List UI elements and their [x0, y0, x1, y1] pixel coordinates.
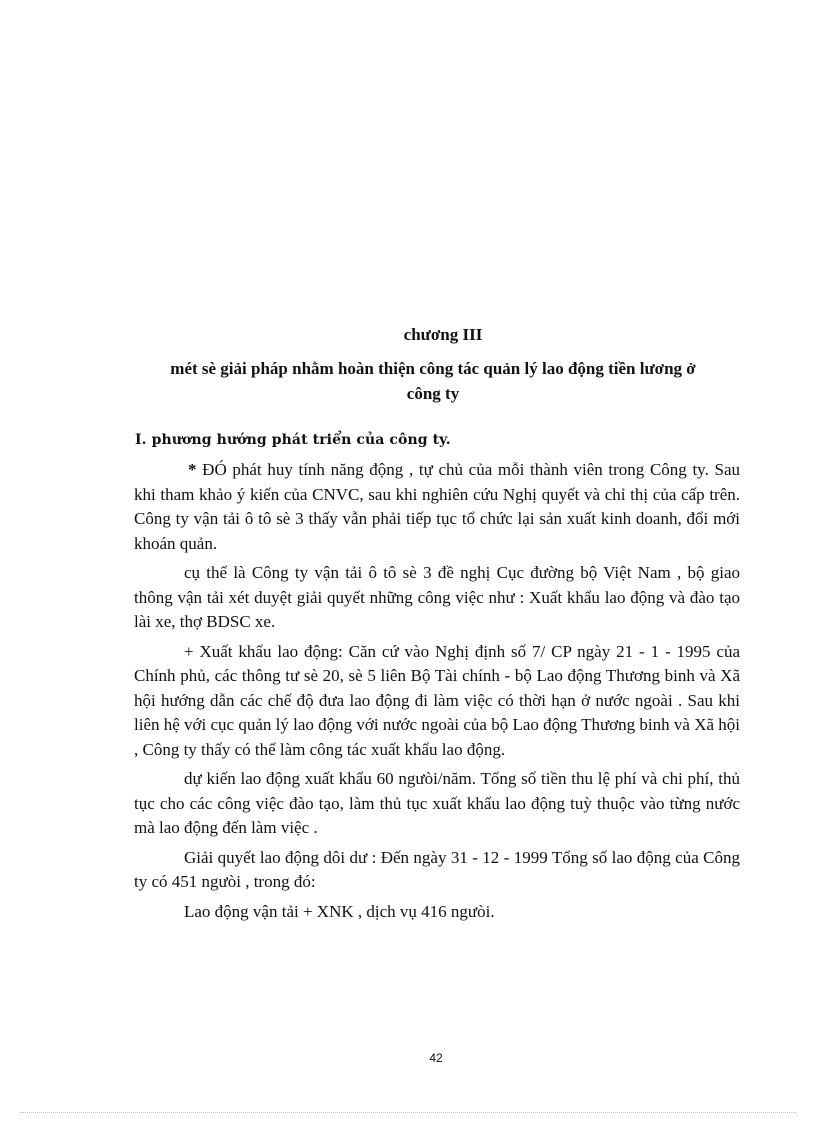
footer-divider	[20, 1112, 796, 1113]
paragraph: + Xuất khẩu lao động: Căn cứ vào Nghị định số 7/ CP ngày 21 - 1 - 1995 của Chính phủ, các thông tư sè 20, sè 5 liên Bộ Tài chính - bộ Lao động Thương binh và Xã hội hướng dẫn các chế độ đưa lao động đi làm việc có thời hạn ở nước ngoài . Sau khi liên hệ với cục quản lý lao động với nước ngoài của bộ Lao động Thương binh và Xã hội , Công ty thấy có thể làm công tác xuất khẩu lao động.	[134, 641, 740, 759]
paragraph: cụ thể là Công ty vận tải ô tô sè 3 đề nghị Cục đường bộ Việt Nam , bộ giao thông vận tải xét duyệt giải quyết những công việc như : Xuất khẩu lao động và đào tạo lài xe, thợ BDSC xe.	[134, 563, 740, 631]
chapter-number: chương III	[403, 325, 483, 344]
bullet-star: *	[188, 460, 197, 479]
paragraph: Lao động vận tải + XNK , dịch vụ 416 ngưòi.	[184, 901, 495, 921]
paragraph: dự kiến lao động xuất khẩu 60 ngưòi/năm. Tổng số tiền thu lệ phí và chi phí, thủ tục cho các công việc đào tạo, làm thủ tục xuất khẩu lao động tuỳ thuộc vào từng nước mà lao động đến làm việc .	[134, 769, 740, 837]
body-text	[134, 458, 740, 929]
paragraph: Giải quyết lao động dôi dư : Đến ngày 31 - 12 - 1999 Tổng số lao động của Công ty có 451 ngưòi , trong đó:	[134, 847, 740, 891]
section-heading: I. phương hướng phát triển của công ty.	[135, 432, 451, 448]
page-number: 42	[429, 1051, 443, 1065]
paragraph-text: ĐÓ phát huy tính năng động , tự chủ của mỗi thành viên trong Công ty. Sau khi tham khảo ý kiến của CNVC, sau khi nghiên cứu Nghị quyết và chỉ thị của cấp trên. Công ty vận tải ô tô sè 3 thấy vẫn phải tiếp tục tổ chức lại sản xuất kinh doanh, đổi mới khoán quản.	[134, 460, 740, 553]
chapter-title: mét sè giải pháp nhằm hoàn thiện công tác quản lý lao động tiền lương ở công ty	[170, 359, 696, 403]
chapter-heading	[0, 324, 816, 406]
paragraph	[134, 458, 740, 556]
